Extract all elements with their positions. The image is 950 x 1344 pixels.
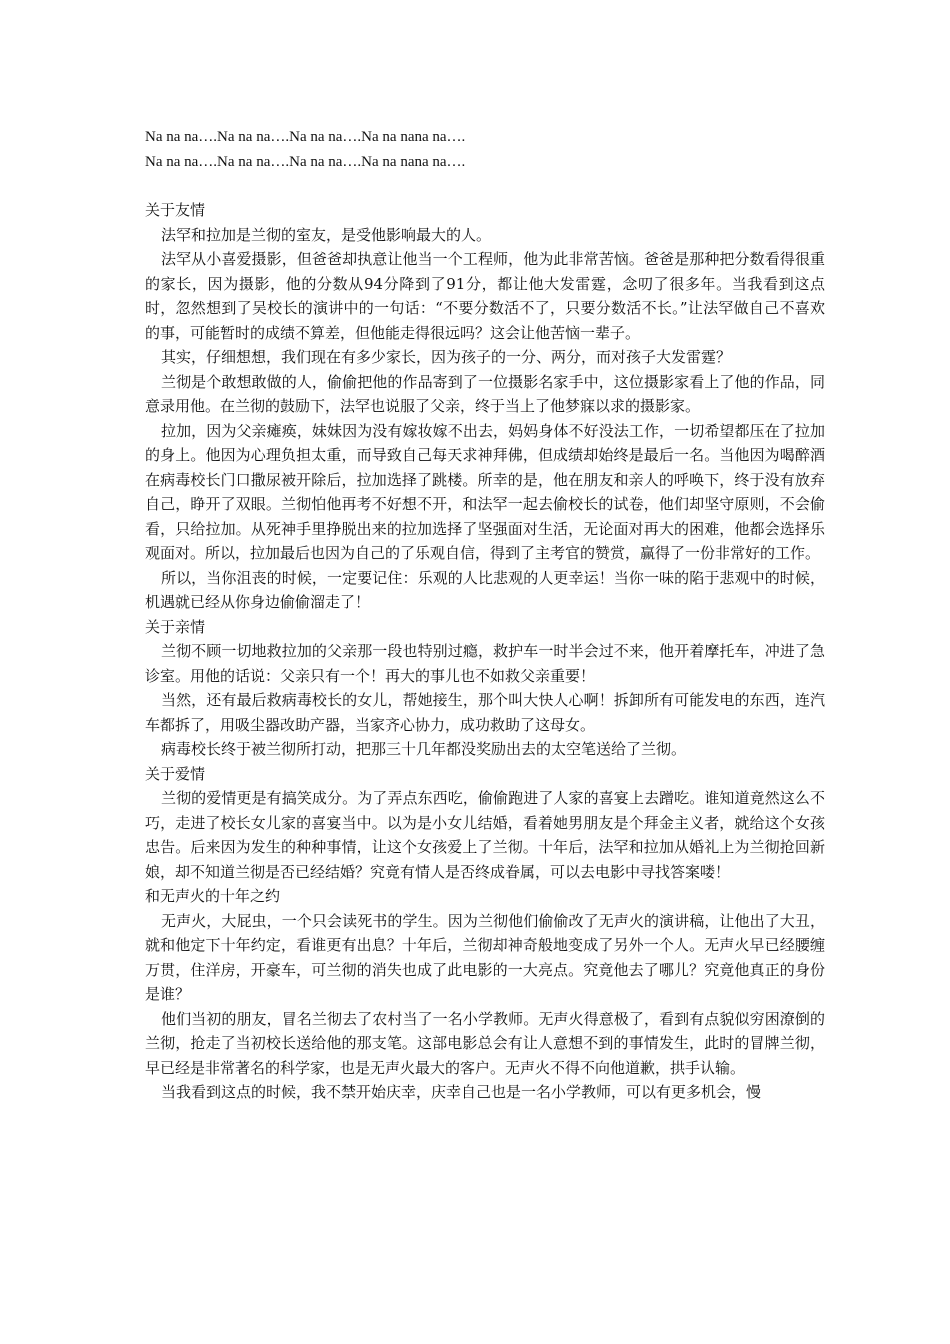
paragraph: 兰彻不顾一切地救拉加的父亲那一段也特别过瘾，救护车一时半会过不来，他开着摩托车，冲进了急诊室。用他的话说：父亲只有一个！再大的事儿也不如救父亲重要！ [145, 642, 825, 685]
paragraph: 兰彻是个敢想敢做的人，偷偷把他的作品寄到了一位摄影名家手中，这位摄影家看上了他的作品，同意录用他。在兰彻的鼓励下，法罕也说服了父亲，终于当上了他梦寐以求的摄影家。 [145, 372, 825, 415]
paragraph: 拉加，因为父亲瘫痪，妹妹因为没有嫁妆嫁不出去，妈妈身体不好没法工作，一切希望都压在了拉加的身上。他因为心理负担太重，而导致自己每天求神拜佛，但成绩却始终是最后一名。当他因为喝醉酒在病毒校长门口撒尿被开除后，拉加选择了跳楼。所幸的是，他在朋友和亲人的呼唤下，终于没有放弃自己，睁开了双眼。兰彻怕他再考不好想不开，和法罕一起去偷校长的试卷，他们却坚守原则，不会偷看，只给拉加。从死神手里挣脱出来的拉加选择了坚强面对生活，无论面对再大的困难，他都会选择乐观面对。所以，拉加最后也因为自己的了乐观自信，得到了主考官的赞赏，赢得了一份非常好的工作。 [145, 421, 825, 562]
section-heading-family: 关于亲情 [145, 617, 206, 636]
lyric-line-1: Na na na….Na na na….Na na na….Na na nana na…. [145, 129, 466, 145]
paragraph: 所以，当你沮丧的时候，一定要记住：乐观的人比悲观的人更幸运！当你一味的陷于悲观中的时候，机遇就已经从你身边偷偷溜走了！ [145, 568, 825, 611]
paragraph: 无声火，大屁虫，一个只会读死书的学生。因为兰彻他们偷偷改了无声火的演讲稿，让他出了大丑，就和他定下十年约定，看谁更有出息？十年后，兰彻却神奇般地变成了另外一个人。无声火早已经腰缠万贯，住洋房，开豪车，可兰彻的消失也成了此电影的一大亮点。究竟他去了哪儿？究竟他真正的身份是谁？ [145, 911, 825, 1003]
document-body [145, 125, 825, 1105]
paragraph: 兰彻的爱情更是有搞笑成分。为了弄点东西吃，偷偷跑进了人家的喜宴上去蹭吃。谁知道竟然这么不巧，走进了校长女儿家的喜宴当中。以为是小女儿结婚，看着她男朋友是个拜金主义者，就给这个女孩忠告。后来因为发生的种种事情，让这个女孩爱上了兰彻。十年后，法罕和拉加从婚礼上为兰彻抢回新娘，却不知道兰彻是否已经结婚？究竟有情人是否终成眷属，可以去电影中寻找答案喽！ [145, 789, 825, 881]
blank-line [145, 174, 825, 198]
section-heading-love: 关于爱情 [145, 764, 206, 783]
paragraph: 法罕和拉加是兰彻的室友，是受他影响最大的人。 [161, 225, 492, 244]
paragraph: 当然，还有最后救病毒校长的女儿，帮她接生，那个叫大快人心啊！拆卸所有可能发电的东西，连汽车都拆了，用吸尘器改助产器，当家齐心协力，成功救助了这母女。 [145, 691, 825, 734]
paragraph: 法罕从小喜爱摄影，但爸爸却执意让他当一个工程师，他为此非常苦恼。爸爸是那种把分数看得很重的家长，因为摄影，他的分数从94分降到了91分，都让他大发雷霆，念叨了很多年。当我看到这点时，忽然想到了吴校长的演讲中的一句话：“不要分数活不了，只要分数活不长。”让法罕做自己不喜欢的事，可能暂时的成绩不算差，但他能走得很远吗？这会让他苦恼一辈子。 [145, 250, 825, 342]
paragraph: 病毒校长终于被兰彻所打动，把那三十几年都没奖励出去的太空笔送给了兰彻。 [161, 740, 687, 758]
paragraph: 当我看到这点的时候，我不禁开始庆幸，庆幸自己也是一名小学教师，可以有更多机会，慢 [161, 1083, 762, 1101]
section-heading-friendship: 关于友情 [145, 201, 206, 219]
paragraph: 其实，仔细想想，我们现在有多少家长，因为孩子的一分、两分，而对孩子大发雷霆？ [161, 348, 732, 366]
paragraph: 他们当初的朋友，冒名兰彻去了农村当了一名小学教师。无声火得意极了，看到有点貌似穷困潦倒的兰彻，抢走了当初校长送给他的那支笔。这部电影总会有让人意想不到的事情发生，此时的冒牌兰彻，早已经是非常著名的科学家，也是无声火最大的客户。无声火不得不向他道歉，拱手认输。 [145, 1009, 825, 1077]
lyric-line-2: Na na na….Na na na….Na na na….Na na nana na…. [145, 153, 466, 170]
section-heading-ten-year-promise: 和无声火的十年之约 [145, 887, 281, 905]
